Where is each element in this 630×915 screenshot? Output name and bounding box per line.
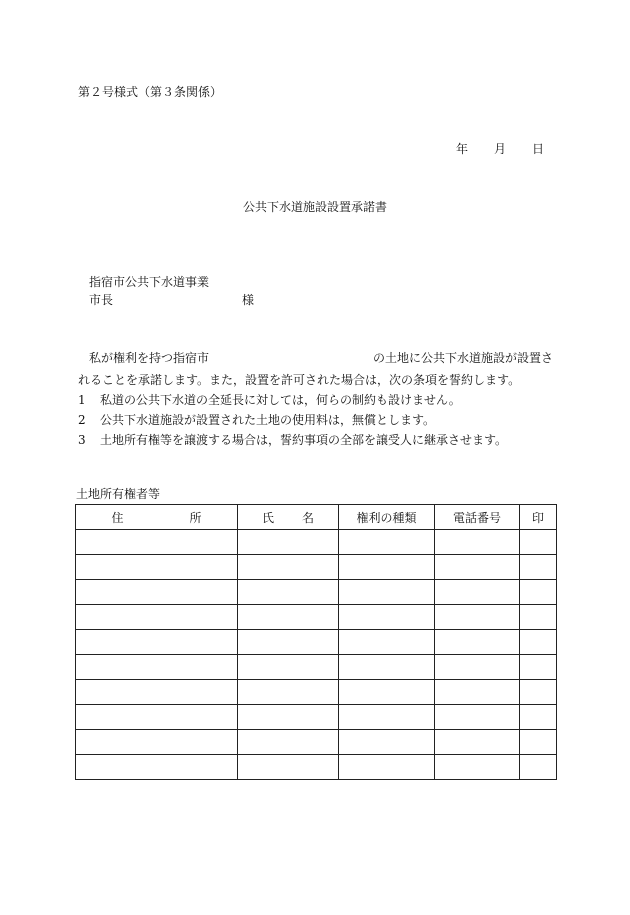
clause-text: 土地所有権等を譲渡する場合は，誓約事項の全部を譲受人に継承させます。 — [100, 433, 508, 447]
cell-name[interactable] — [238, 555, 339, 580]
addressee-title: 市長 — [89, 293, 114, 307]
date-month-label: 月 — [494, 142, 507, 156]
table-row — [76, 605, 557, 630]
table-row — [76, 630, 557, 655]
cell-address[interactable] — [76, 580, 238, 605]
cell-seal[interactable] — [520, 655, 557, 680]
cell-phone[interactable] — [435, 680, 520, 705]
cell-name[interactable] — [238, 730, 339, 755]
cell-phone[interactable] — [435, 555, 520, 580]
cell-right-type[interactable] — [339, 555, 435, 580]
cell-name[interactable] — [238, 630, 339, 655]
clause-number: 3 — [78, 433, 86, 447]
date-day-label: 日 — [532, 142, 545, 156]
cell-name[interactable] — [238, 705, 339, 730]
cell-phone[interactable] — [435, 755, 520, 780]
cell-seal[interactable] — [520, 530, 557, 555]
cell-name[interactable] — [238, 530, 339, 555]
clause-item — [78, 414, 435, 426]
cell-seal[interactable] — [520, 580, 557, 605]
clause-text: 公共下水道施設が設置された土地の使用料は，無償とします。 — [100, 413, 436, 427]
clause-number: 1 — [78, 393, 86, 407]
cell-name[interactable] — [238, 655, 339, 680]
document-title: 公共下水道施設設置承諾書 — [243, 200, 388, 214]
addressee-organization: 指宿市公共下水道事業 — [89, 275, 210, 289]
cell-address[interactable] — [76, 730, 238, 755]
header-seal: 印 — [520, 505, 557, 530]
cell-right-type[interactable] — [339, 580, 435, 605]
cell-seal[interactable] — [520, 555, 557, 580]
date-line — [456, 143, 544, 155]
cell-name[interactable] — [238, 680, 339, 705]
clause-item — [78, 434, 507, 446]
cell-name[interactable] — [238, 605, 339, 630]
header-right-type: 権利の種類 — [339, 505, 435, 530]
cell-address[interactable] — [76, 705, 238, 730]
cell-phone[interactable] — [435, 655, 520, 680]
table-row — [76, 730, 557, 755]
cell-address[interactable] — [76, 630, 238, 655]
header-address: 住 所 — [76, 505, 238, 530]
table-row — [76, 680, 557, 705]
table-row — [76, 580, 557, 605]
cell-phone[interactable] — [435, 530, 520, 555]
date-year-label: 年 — [456, 142, 469, 156]
clause-item — [78, 394, 461, 406]
cell-address[interactable] — [76, 755, 238, 780]
form-number: 第２号様式（第３条関係） — [78, 85, 223, 99]
cell-right-type[interactable] — [339, 730, 435, 755]
cell-seal[interactable] — [520, 705, 557, 730]
cell-right-type[interactable] — [339, 655, 435, 680]
cell-right-type[interactable] — [339, 705, 435, 730]
owners-table-caption: 土地所有権者等 — [76, 487, 161, 501]
cell-phone[interactable] — [435, 630, 520, 655]
cell-seal[interactable] — [520, 605, 557, 630]
cell-address[interactable] — [76, 605, 238, 630]
cell-right-type[interactable] — [339, 530, 435, 555]
cell-address[interactable] — [76, 530, 238, 555]
cell-right-type[interactable] — [339, 630, 435, 655]
cell-name[interactable] — [238, 755, 339, 780]
cell-address[interactable] — [76, 555, 238, 580]
cell-address[interactable] — [76, 680, 238, 705]
body-text-line1-end: の土地に公共下水道施設が設置さ — [373, 351, 554, 365]
cell-right-type[interactable] — [339, 680, 435, 705]
cell-phone[interactable] — [435, 705, 520, 730]
header-phone: 電話番号 — [435, 505, 520, 530]
cell-right-type[interactable] — [339, 755, 435, 780]
addressee-honorific: 様 — [242, 293, 255, 307]
table-header-row — [76, 505, 557, 530]
table-row — [76, 530, 557, 555]
table-row — [76, 655, 557, 680]
cell-address[interactable] — [76, 655, 238, 680]
body-text-line1-start: 私が権利を持つ指宿市 — [89, 351, 210, 365]
cell-seal[interactable] — [520, 680, 557, 705]
body-text-line2: れることを承諾します。また，設置を許可された場合は，次の条項を誓約します。 — [78, 373, 521, 387]
cell-name[interactable] — [238, 580, 339, 605]
cell-right-type[interactable] — [339, 605, 435, 630]
cell-phone[interactable] — [435, 580, 520, 605]
cell-phone[interactable] — [435, 605, 520, 630]
cell-phone[interactable] — [435, 730, 520, 755]
cell-seal[interactable] — [520, 755, 557, 780]
cell-seal[interactable] — [520, 730, 557, 755]
clause-number: 2 — [78, 413, 86, 427]
table-row — [76, 705, 557, 730]
clause-text: 私道の公共下水道の全延長に対しては，何らの制約も設けません。 — [100, 393, 461, 407]
header-name: 氏 名 — [238, 505, 339, 530]
table-row — [76, 755, 557, 780]
cell-seal[interactable] — [520, 630, 557, 655]
table-row — [76, 555, 557, 580]
owners-table — [75, 504, 557, 780]
